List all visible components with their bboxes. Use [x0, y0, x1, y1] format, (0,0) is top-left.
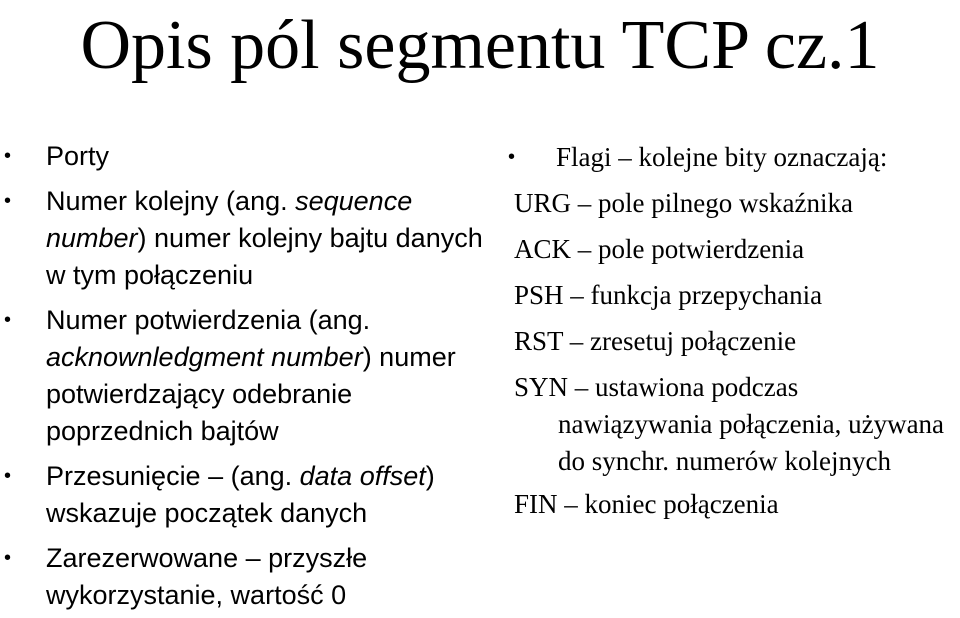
list-item-data-offset [0, 458, 495, 532]
item-text: Numer potwierdzenia (ang. [46, 305, 371, 335]
flags-heading-text: Flagi – kolejne bity oznaczają: [556, 142, 888, 172]
flags-list [500, 139, 960, 532]
slide-title: Opis pól segmentu TCP cz.1 [80, 7, 880, 84]
item-term: acknownledgment number [46, 342, 363, 372]
list-item-reserved [0, 540, 495, 614]
flag-syn [500, 369, 960, 480]
flag-rst: RST – zresetuj połączenie [514, 326, 797, 356]
item-term: sequence number [46, 186, 413, 253]
flag-psh: PSH – funkcja przepychania [514, 280, 823, 310]
item-text: Porty [46, 141, 110, 171]
list-item-ack-number [0, 302, 495, 450]
bullet-icon: • [4, 145, 12, 167]
bullet-icon: • [4, 190, 12, 212]
bullet-icon: • [4, 547, 12, 569]
flag-syn-rest: nawiązywania połączenia, używana do synchr. numerów kolejnych [558, 409, 945, 476]
bullet-icon: • [4, 309, 12, 331]
item-text: Numer kolejny (ang. [46, 186, 296, 216]
list-item-ports [0, 138, 495, 175]
flag-syn-first: SYN – ustawiona podczas [514, 372, 799, 402]
item-term: data offset [299, 461, 426, 491]
list-item-sequence-number [0, 183, 495, 294]
item-text: ) numer kolejny bajtu danych w tym połączeniu [46, 223, 483, 290]
bullet-icon: • [508, 146, 516, 168]
flag-ack: ACK – pole potwierdzenia [514, 234, 805, 264]
flag-urg: URG – pole pilnego wskaźnika [514, 188, 853, 218]
item-text: ) wskazuje początek danych [46, 461, 435, 528]
item-text: Zarezerwowane – przyszłe wykorzystanie, wartość 0 [46, 543, 368, 610]
item-text: ) numer potwierdzający odebranie poprzednich bajtów [46, 342, 456, 446]
flag-fin: FIN – koniec połączenia [514, 489, 779, 519]
item-text: Przesunięcie – (ang. [46, 461, 300, 491]
flags-heading [500, 139, 960, 176]
left-bullet-list [0, 138, 495, 618]
bullet-icon: • [4, 465, 12, 487]
